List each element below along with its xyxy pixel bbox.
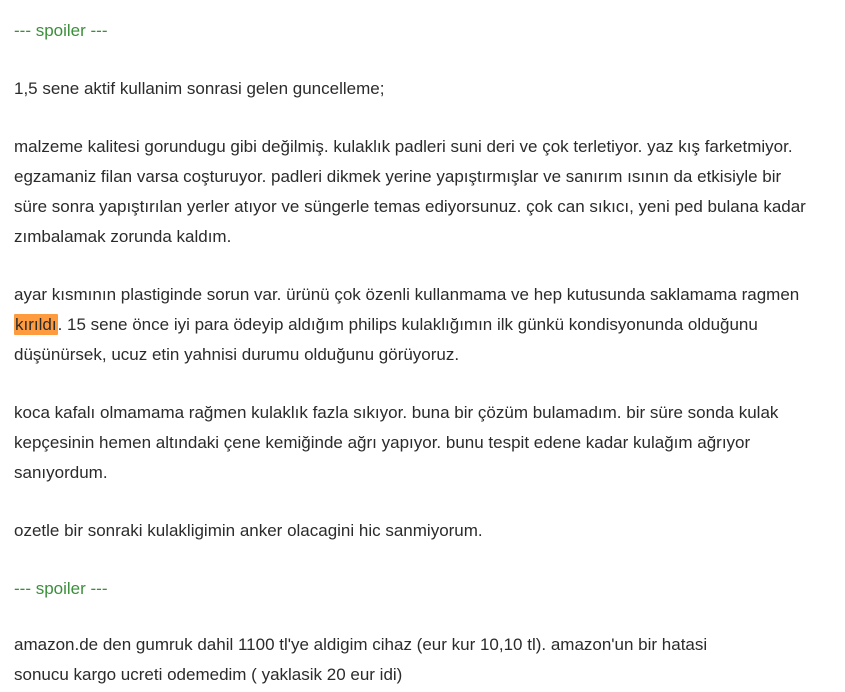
paragraph-highlighted bbox=[14, 280, 815, 370]
paragraph-intro: 1,5 sene aktif kullanim sonrasi gelen guncelleme; bbox=[14, 79, 385, 98]
paragraph-material-quality: malzeme kalitesi gorundugu gibi değilmiş. kulaklık padleri suni deri ve çok terletiyor. yaz kış farketmiyor. egzamaniz filan varsa coşturuyor. padleri dikmek yerine yapıştırmışlar ve sanırım ısının da etkisiyle bir süre sonra yapıştırılan yerler atıyor ve süngerle temas ediyorsunuz. çok can sıkıcı, yeni ped bulana kadar zımbalamak zorunda kaldım. bbox=[14, 137, 806, 246]
paragraph-price-line2-clipped bbox=[14, 660, 815, 690]
paragraph-summary: ozetle bir sonraki kulakligimin anker olacagini hic sanmiyorum. bbox=[14, 521, 483, 540]
paragraph-price-line2: sonucu kargo ucreti odemedim ( yaklasik 20 eur idi) bbox=[14, 665, 403, 684]
highlighted-text: kırıldı bbox=[15, 315, 57, 334]
highlight-after: . 15 sene önce iyi para ödeyip aldığım philips kulaklığımın ilk günkü kondisyonunda olduğunu düşünürsek, ucuz etin yahnisi durumu olduğunu görüyoruz. bbox=[14, 315, 758, 364]
paragraph-price-line1: amazon.de den gumruk dahil 1100 tl'ye aldigim cihaz (eur kur 10,10 tl). amazon'un bir hatasi bbox=[14, 635, 708, 654]
spoiler-marker-bottom: --- spoiler --- bbox=[14, 579, 108, 598]
spoiler-marker-top: --- spoiler --- bbox=[14, 21, 108, 40]
highlight-before: ayar kısmının plastiginde sorun var. ürünü çok özenli kullanmama ve hep kutusunda saklamama ragmen bbox=[14, 285, 800, 304]
paragraph-comfort: koca kafalı olmamama rağmen kulaklık fazla sıkıyor. buna bir çözüm bulamadım. bir süre sonda kulak kepçesinin hemen altındaki çene kemiğinde ağrı yapıyor. bunu tespit edene kadar kulağım ağrıyor sanıyordum. bbox=[14, 403, 779, 482]
